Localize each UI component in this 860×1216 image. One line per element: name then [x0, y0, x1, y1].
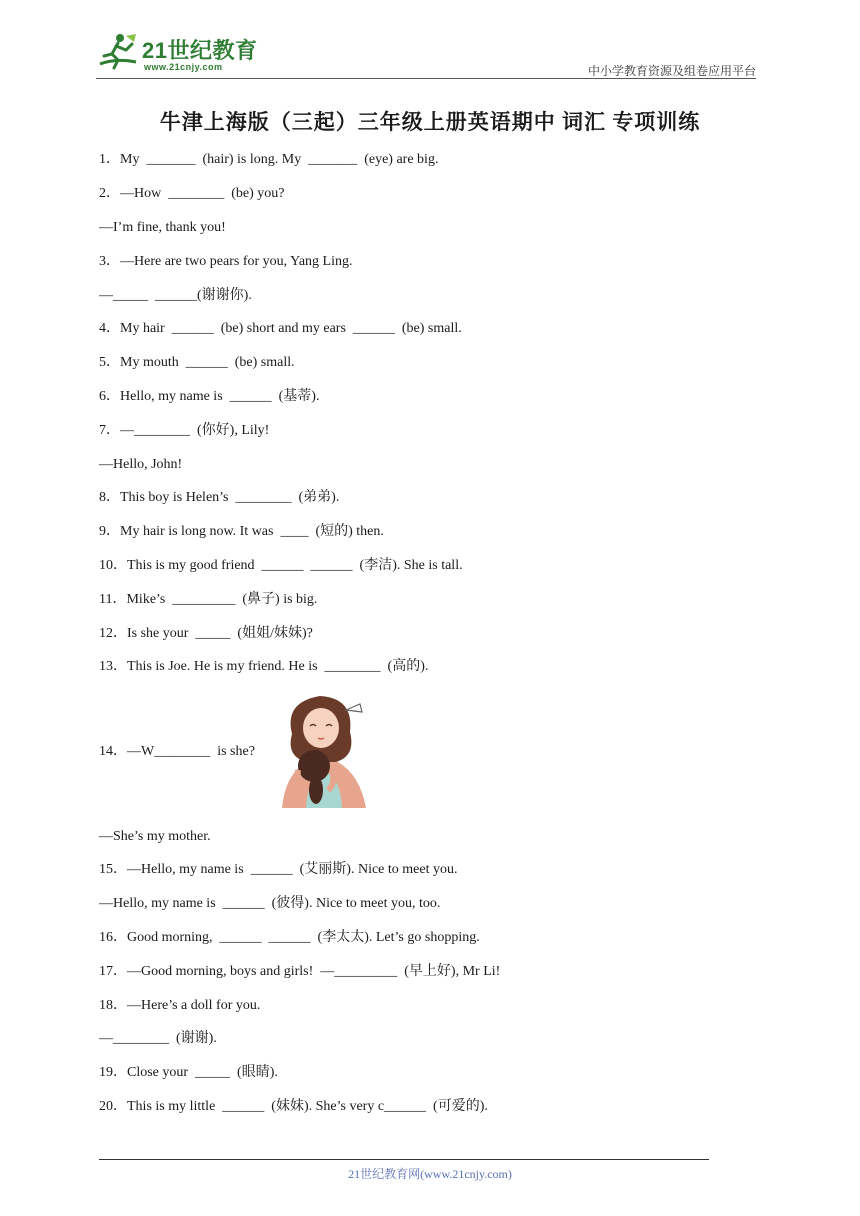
question-line: 1．My _______ (hair) is long. My _______ (eye) are big. [99, 152, 439, 167]
question-line: 9．My hair is long now. It was ____ (短的) then. [99, 524, 384, 539]
logo-text: 21世纪教育 [142, 38, 258, 63]
platform-name: 中小学教育资源及组卷应用平台 [587, 64, 756, 78]
question-line: 7．—________ (你好), Lily! [99, 423, 270, 438]
question-line: —She’s my mother. [99, 829, 211, 844]
question-line: 15．—Hello, my name is ______ (艾丽斯). Nice to meet you. [99, 862, 458, 877]
question-line: 5．My mouth ______ (be) small. [99, 355, 295, 370]
footer-link[interactable]: 21世纪教育网(www.21cnjy.com) [348, 1167, 512, 1181]
page-title: 牛津上海版（三起）三年级上册英语期中 词汇 专项训练 [159, 110, 701, 134]
mother-daughter-illustration [276, 692, 372, 808]
question-line: 6．Hello, my name is ______ (基蒂). [99, 389, 320, 404]
question-line: 20．This is my little ______ (妹妹). She’s very c______ (可爱的). [99, 1099, 488, 1114]
question-line: —_____ ______(谢谢你). [99, 288, 252, 303]
footer-divider [99, 1159, 709, 1160]
question-line: 2．—How ________ (be) you? [99, 186, 285, 201]
page-header [96, 30, 756, 78]
question-line: 8．This boy is Helen’s ________ (弟弟). [99, 490, 340, 505]
question-line: 18．—Here’s a doll for you. [99, 998, 261, 1013]
question-line: 11．Mike’s _________ (鼻子) is big. [99, 592, 318, 607]
question-line: —I’m fine, thank you! [99, 220, 226, 235]
logo-url: www.21cnjy.com [144, 62, 223, 72]
question-line: 12．Is she your _____ (姐姐/妹妹)? [99, 626, 313, 641]
question-line: 10．This is my good friend ______ ______ (李洁). She is tall. [99, 558, 463, 573]
runner-icon [96, 30, 142, 76]
question-line: 14．—W________ is she? [99, 744, 255, 759]
question-line: —Hello, my name is ______ (彼得). Nice to meet you, too. [99, 896, 441, 911]
question-line: 4．My hair ______ (be) short and my ears ______ (be) small. [99, 321, 462, 336]
question-line: —________ (谢谢). [99, 1031, 217, 1046]
question-line: 16．Good morning, ______ ______ (李太太). Let’s go shopping. [99, 930, 480, 945]
question-line: —Hello, John! [99, 457, 183, 472]
question-line: 3．—Here are two pears for you, Yang Ling. [99, 254, 353, 269]
logo [96, 30, 266, 76]
question-line: 19．Close your _____ (眼睛). [99, 1065, 278, 1080]
question-line: 13．This is Joe. He is my friend. He is ________ (高的). [99, 659, 429, 674]
question-line: 17．—Good morning, boys and girls! —_________ (早上好), Mr Li! [99, 964, 501, 979]
header-divider [96, 78, 756, 79]
